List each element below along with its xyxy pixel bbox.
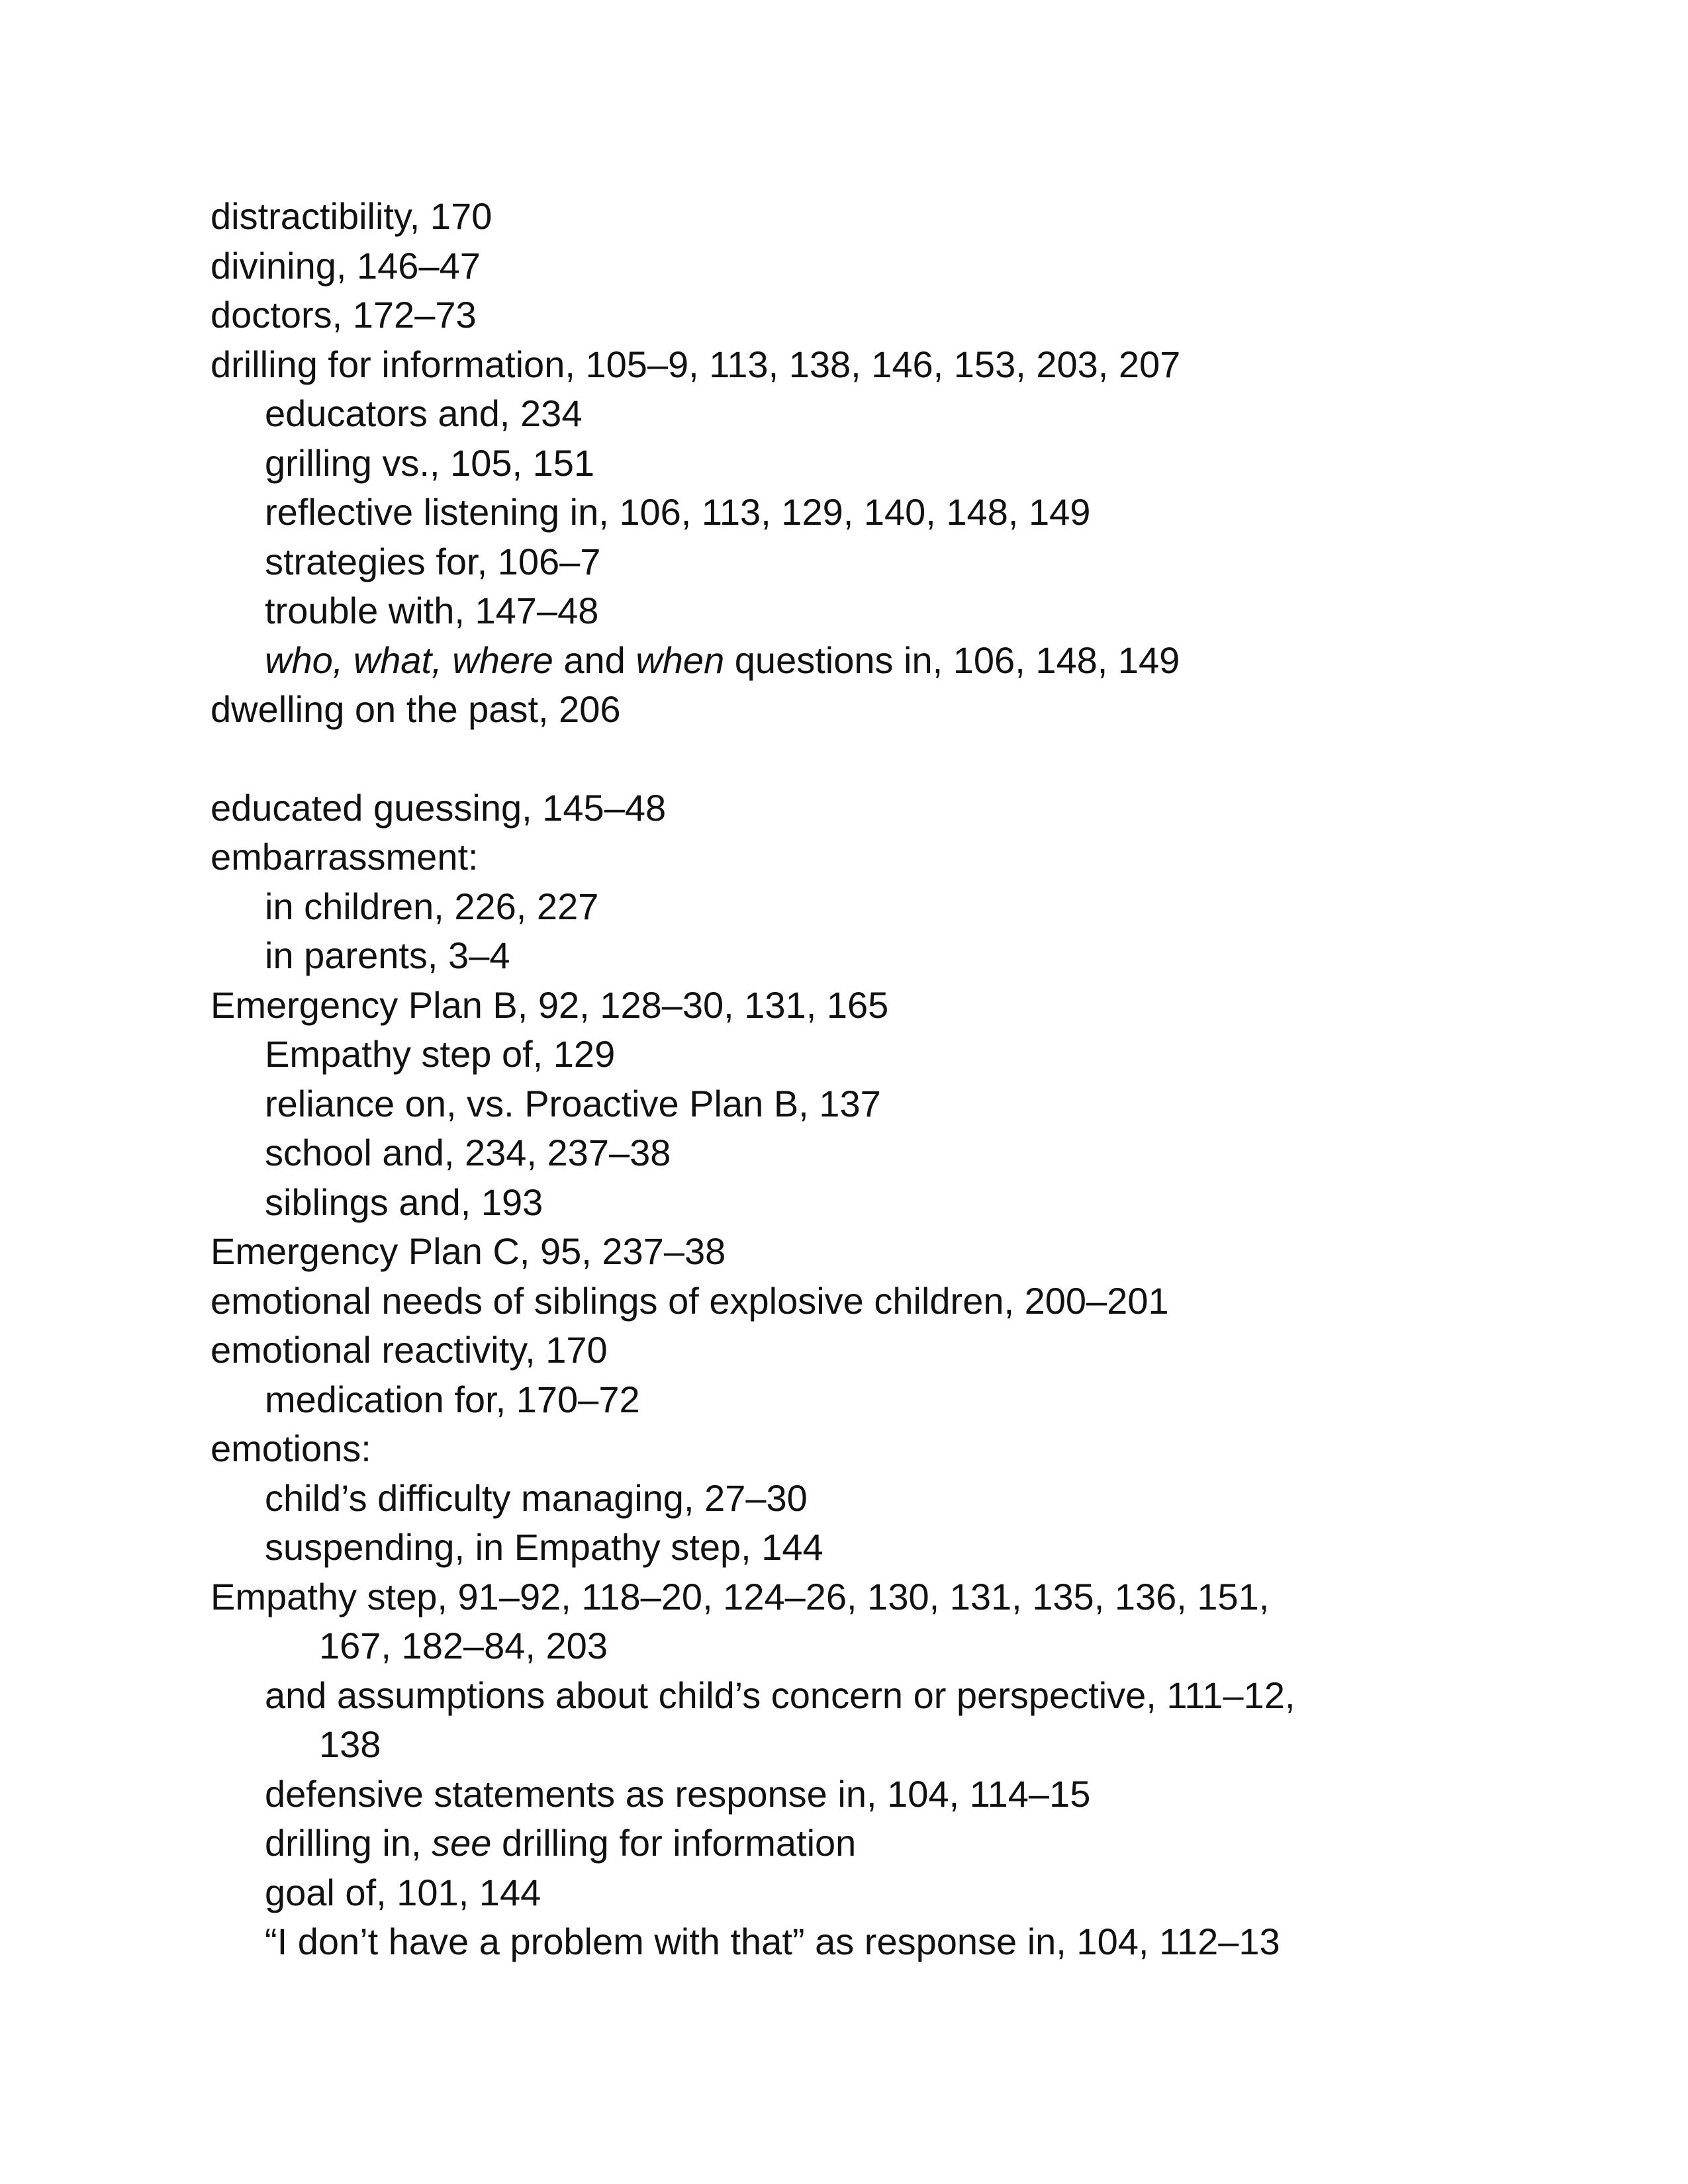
index-subentry: reflective listening in, 106, 113, 129, 140, 148, 149 (265, 491, 1091, 533)
index-subentry (211, 1819, 1534, 1868)
italic-text: when (635, 639, 725, 681)
index-entry: doctors, 172–73 (211, 294, 477, 336)
index-subentry: medication for, 170–72 (265, 1378, 640, 1420)
index-subentry: siblings and, 193 (265, 1181, 543, 1223)
index-entry: Emergency Plan C, 95, 237–38 (211, 1230, 726, 1272)
index-subentry: defensive statements as response in, 104, 114–15 (265, 1772, 1091, 1815)
index-subentry: reliance on, vs. Proactive Plan B, 137 (265, 1082, 881, 1124)
index-subentry: Empathy step of, 129 (265, 1033, 616, 1075)
index-entry: emotional reactivity, 170 (211, 1329, 608, 1371)
index-entry: educated guessing, 145–48 (211, 786, 667, 829)
index-page (211, 192, 1534, 1967)
index-subentry: suspending, in Empathy step, 144 (265, 1526, 823, 1568)
index-entry: Empathy step, 91–92, 118–20, 124–26, 130, 131, 135, 136, 151, (211, 1575, 1270, 1617)
index-subentry: school and, 234, 237–38 (265, 1132, 671, 1173)
index-entry: embarrassment: (211, 836, 479, 878)
index-subentry: in children, 226, 227 (265, 885, 599, 927)
index-entry: emotions: (211, 1428, 371, 1469)
index-entry: emotional needs of siblings of explosive children, 200–201 (211, 1279, 1169, 1322)
index-entry: Emergency Plan B, 92, 128–30, 131, 165 (211, 983, 889, 1026)
index-subentry: “I don’t have a problem with that” as response in, 104, 112–13 (265, 1921, 1280, 1962)
index-entry: divining, 146–47 (211, 244, 481, 287)
index-continuation: 138 (319, 1723, 381, 1765)
entry-text: and (553, 639, 636, 681)
index-subentry: and assumptions about child’s concern or perspective, 111–12, (265, 1674, 1295, 1716)
index-subentry: grilling vs., 105, 151 (265, 441, 595, 484)
index-entry: distractibility, 170 (211, 195, 492, 237)
index-subentry: trouble with, 147–48 (265, 590, 599, 631)
entry-text: drilling in, (265, 1822, 432, 1864)
index-subentry: strategies for, 106–7 (265, 540, 601, 582)
index-entry: drilling for information, 105–9, 113, 138, 146, 153, 203, 207 (211, 343, 1181, 385)
index-subentry: educators and, 234 (265, 392, 583, 434)
index-entry: dwelling on the past, 206 (211, 688, 621, 730)
entry-text: drilling for information (491, 1822, 857, 1864)
section-gap (211, 735, 1534, 784)
entry-text: questions in, 106, 148, 149 (724, 639, 1180, 681)
index-list (211, 192, 1534, 1967)
index-continuation: 167, 182–84, 203 (319, 1625, 608, 1666)
italic-text: who, what, where (265, 639, 553, 681)
italic-text: see (432, 1822, 492, 1864)
index-subentry: goal of, 101, 144 (265, 1871, 541, 1913)
index-subentry: child’s difficulty managing, 27–30 (265, 1477, 808, 1519)
index-subentry: in parents, 3–4 (265, 934, 510, 976)
index-subentry (211, 636, 1534, 686)
